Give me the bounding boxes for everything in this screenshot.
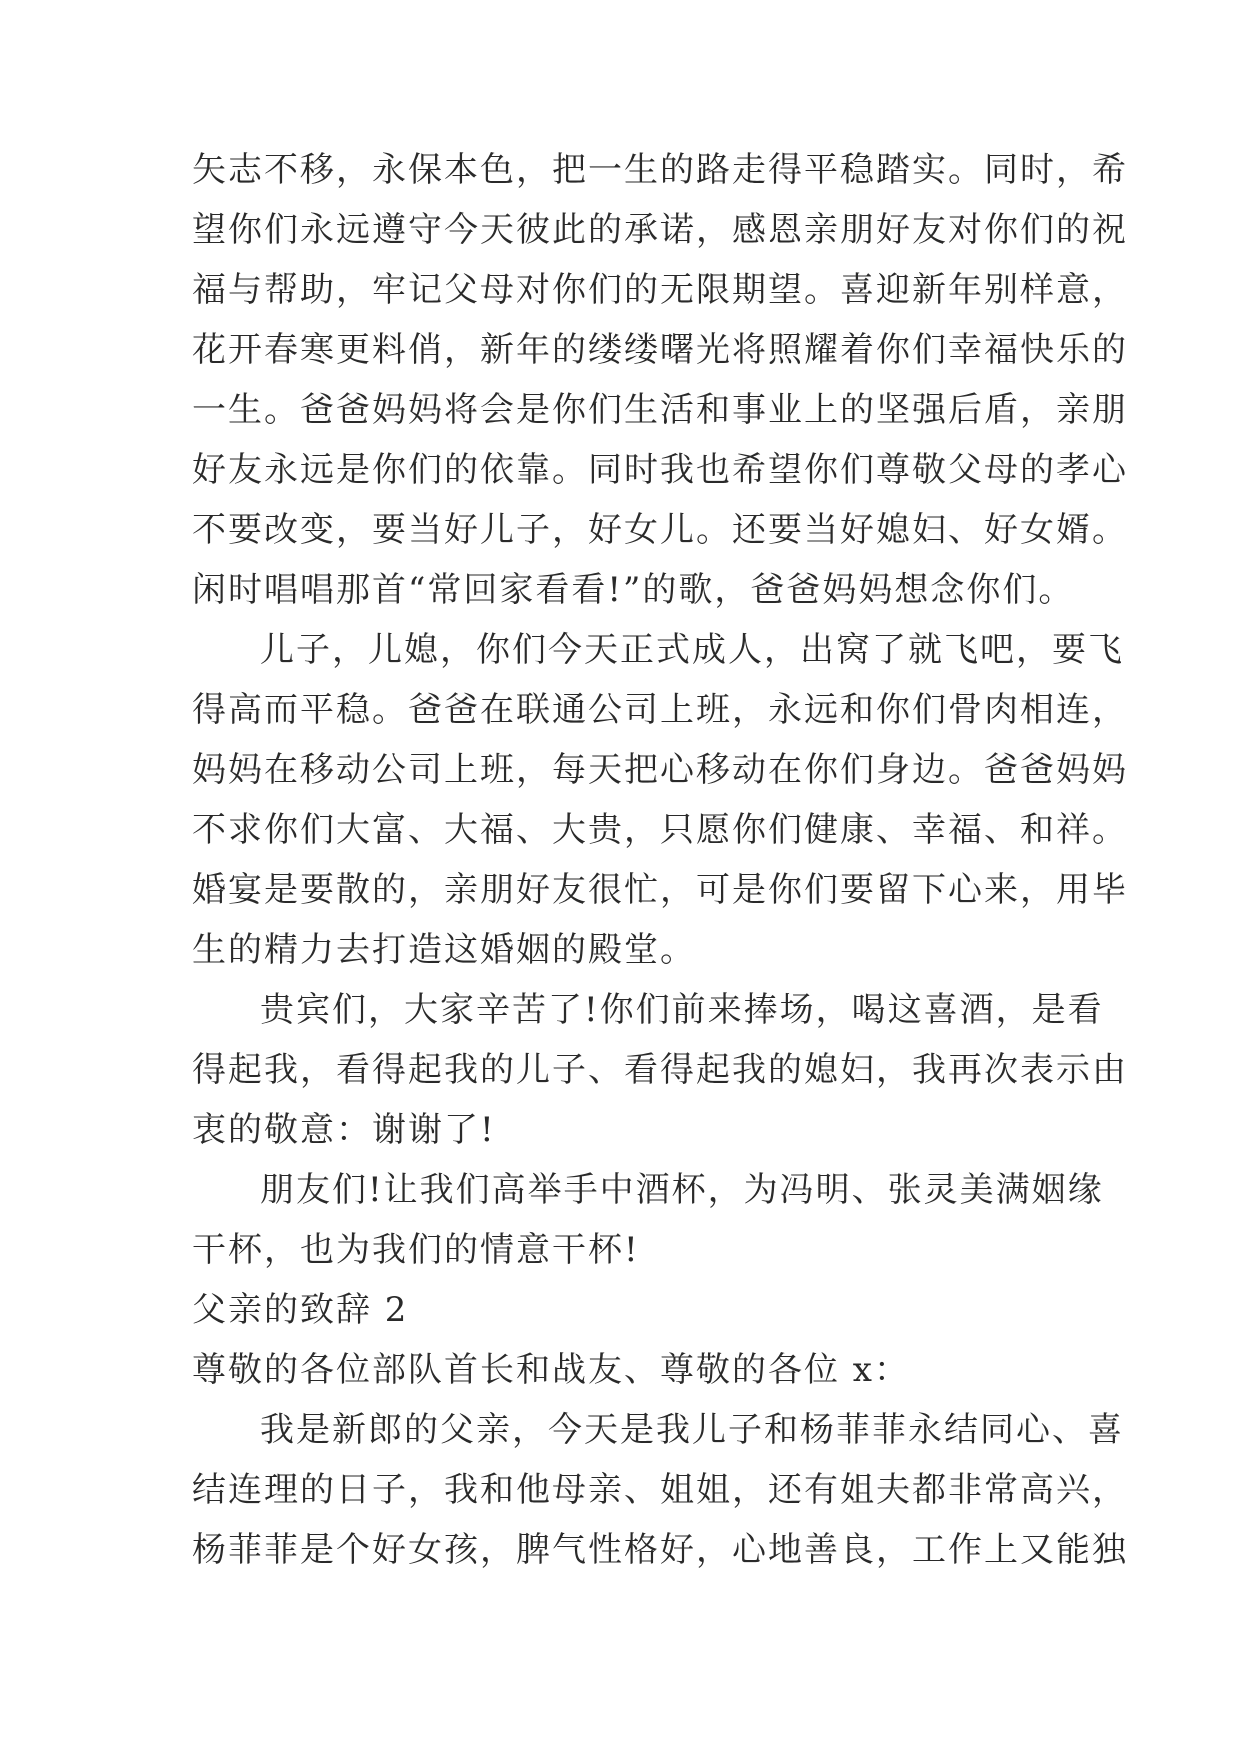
text-line: 生的精力去打造这婚姻的殿堂。	[192, 930, 696, 970]
text-line: 衷的敬意：谢谢了!	[192, 1110, 496, 1150]
text-line: 不要改变，要当好儿子，好女儿。还要当好媳妇、好女婿。	[192, 510, 1128, 550]
text-line: 矢志不移，永保本色，把一生的路走得平稳踏实。同时，希	[192, 150, 1128, 190]
text-line: 妈妈在移动公司上班，每天把心移动在你们身边。爸爸妈妈	[192, 750, 1128, 790]
text-line: 婚宴是要散的，亲朋好友很忙，可是你们要留下心来，用毕	[192, 870, 1128, 910]
paragraph	[192, 1160, 1104, 1280]
paragraph	[192, 620, 1128, 980]
salutation	[192, 1340, 1082, 1400]
text-line: 福与帮助，牢记父母对你们的无限期望。喜迎新年别样意，	[192, 270, 1128, 310]
section-heading	[192, 1280, 1082, 1340]
paragraph	[192, 140, 1128, 620]
salutation-text: 尊敬的各位部队首长和战友、尊敬的各位 x：	[192, 1350, 910, 1390]
paragraph	[192, 980, 1128, 1160]
heading-text: 父亲的致辞 2	[192, 1290, 409, 1330]
text-line: 我是新郎的父亲，今天是我儿子和杨菲菲永结同心、喜	[260, 1410, 1124, 1450]
paragraph	[192, 1400, 1128, 1580]
text-line: 贵宾们，大家辛苦了!你们前来捧场，喝这喜酒，是看	[260, 990, 1104, 1030]
text-line: 闲时唱唱那首“常回家看看!”的歌，爸爸妈妈想念你们。	[192, 570, 1075, 610]
document-body	[192, 140, 1128, 1580]
text-line: 杨菲菲是个好女孩，脾气性格好，心地善良，工作上又能独	[192, 1530, 1128, 1570]
text-line: 一生。爸爸妈妈将会是你们生活和事业上的坚强后盾，亲朋	[192, 390, 1128, 430]
text-line: 朋友们!让我们高举手中酒杯，为冯明、张灵美满姻缘	[260, 1170, 1104, 1210]
text-line: 望你们永远遵守今天彼此的承诺，感恩亲朋好友对你们的祝	[192, 210, 1128, 250]
text-line: 得起我，看得起我的儿子、看得起我的媳妇，我再次表示由	[192, 1050, 1128, 1090]
text-line: 不求你们大富、大福、大贵，只愿你们健康、幸福、和祥。	[192, 810, 1128, 850]
text-line: 得高而平稳。爸爸在联通公司上班，永远和你们骨肉相连，	[192, 690, 1128, 730]
text-line: 花开春寒更料俏，新年的缕缕曙光将照耀着你们幸福快乐的	[192, 330, 1128, 370]
text-line: 儿子，儿媳，你们今天正式成人，出窝了就飞吧，要飞	[260, 630, 1124, 670]
text-line: 结连理的日子，我和他母亲、姐姐，还有姐夫都非常高兴，	[192, 1470, 1128, 1510]
text-line: 干杯，也为我们的情意干杯!	[192, 1230, 640, 1270]
text-line: 好友永远是你们的依靠。同时我也希望你们尊敬父母的孝心	[192, 450, 1128, 490]
